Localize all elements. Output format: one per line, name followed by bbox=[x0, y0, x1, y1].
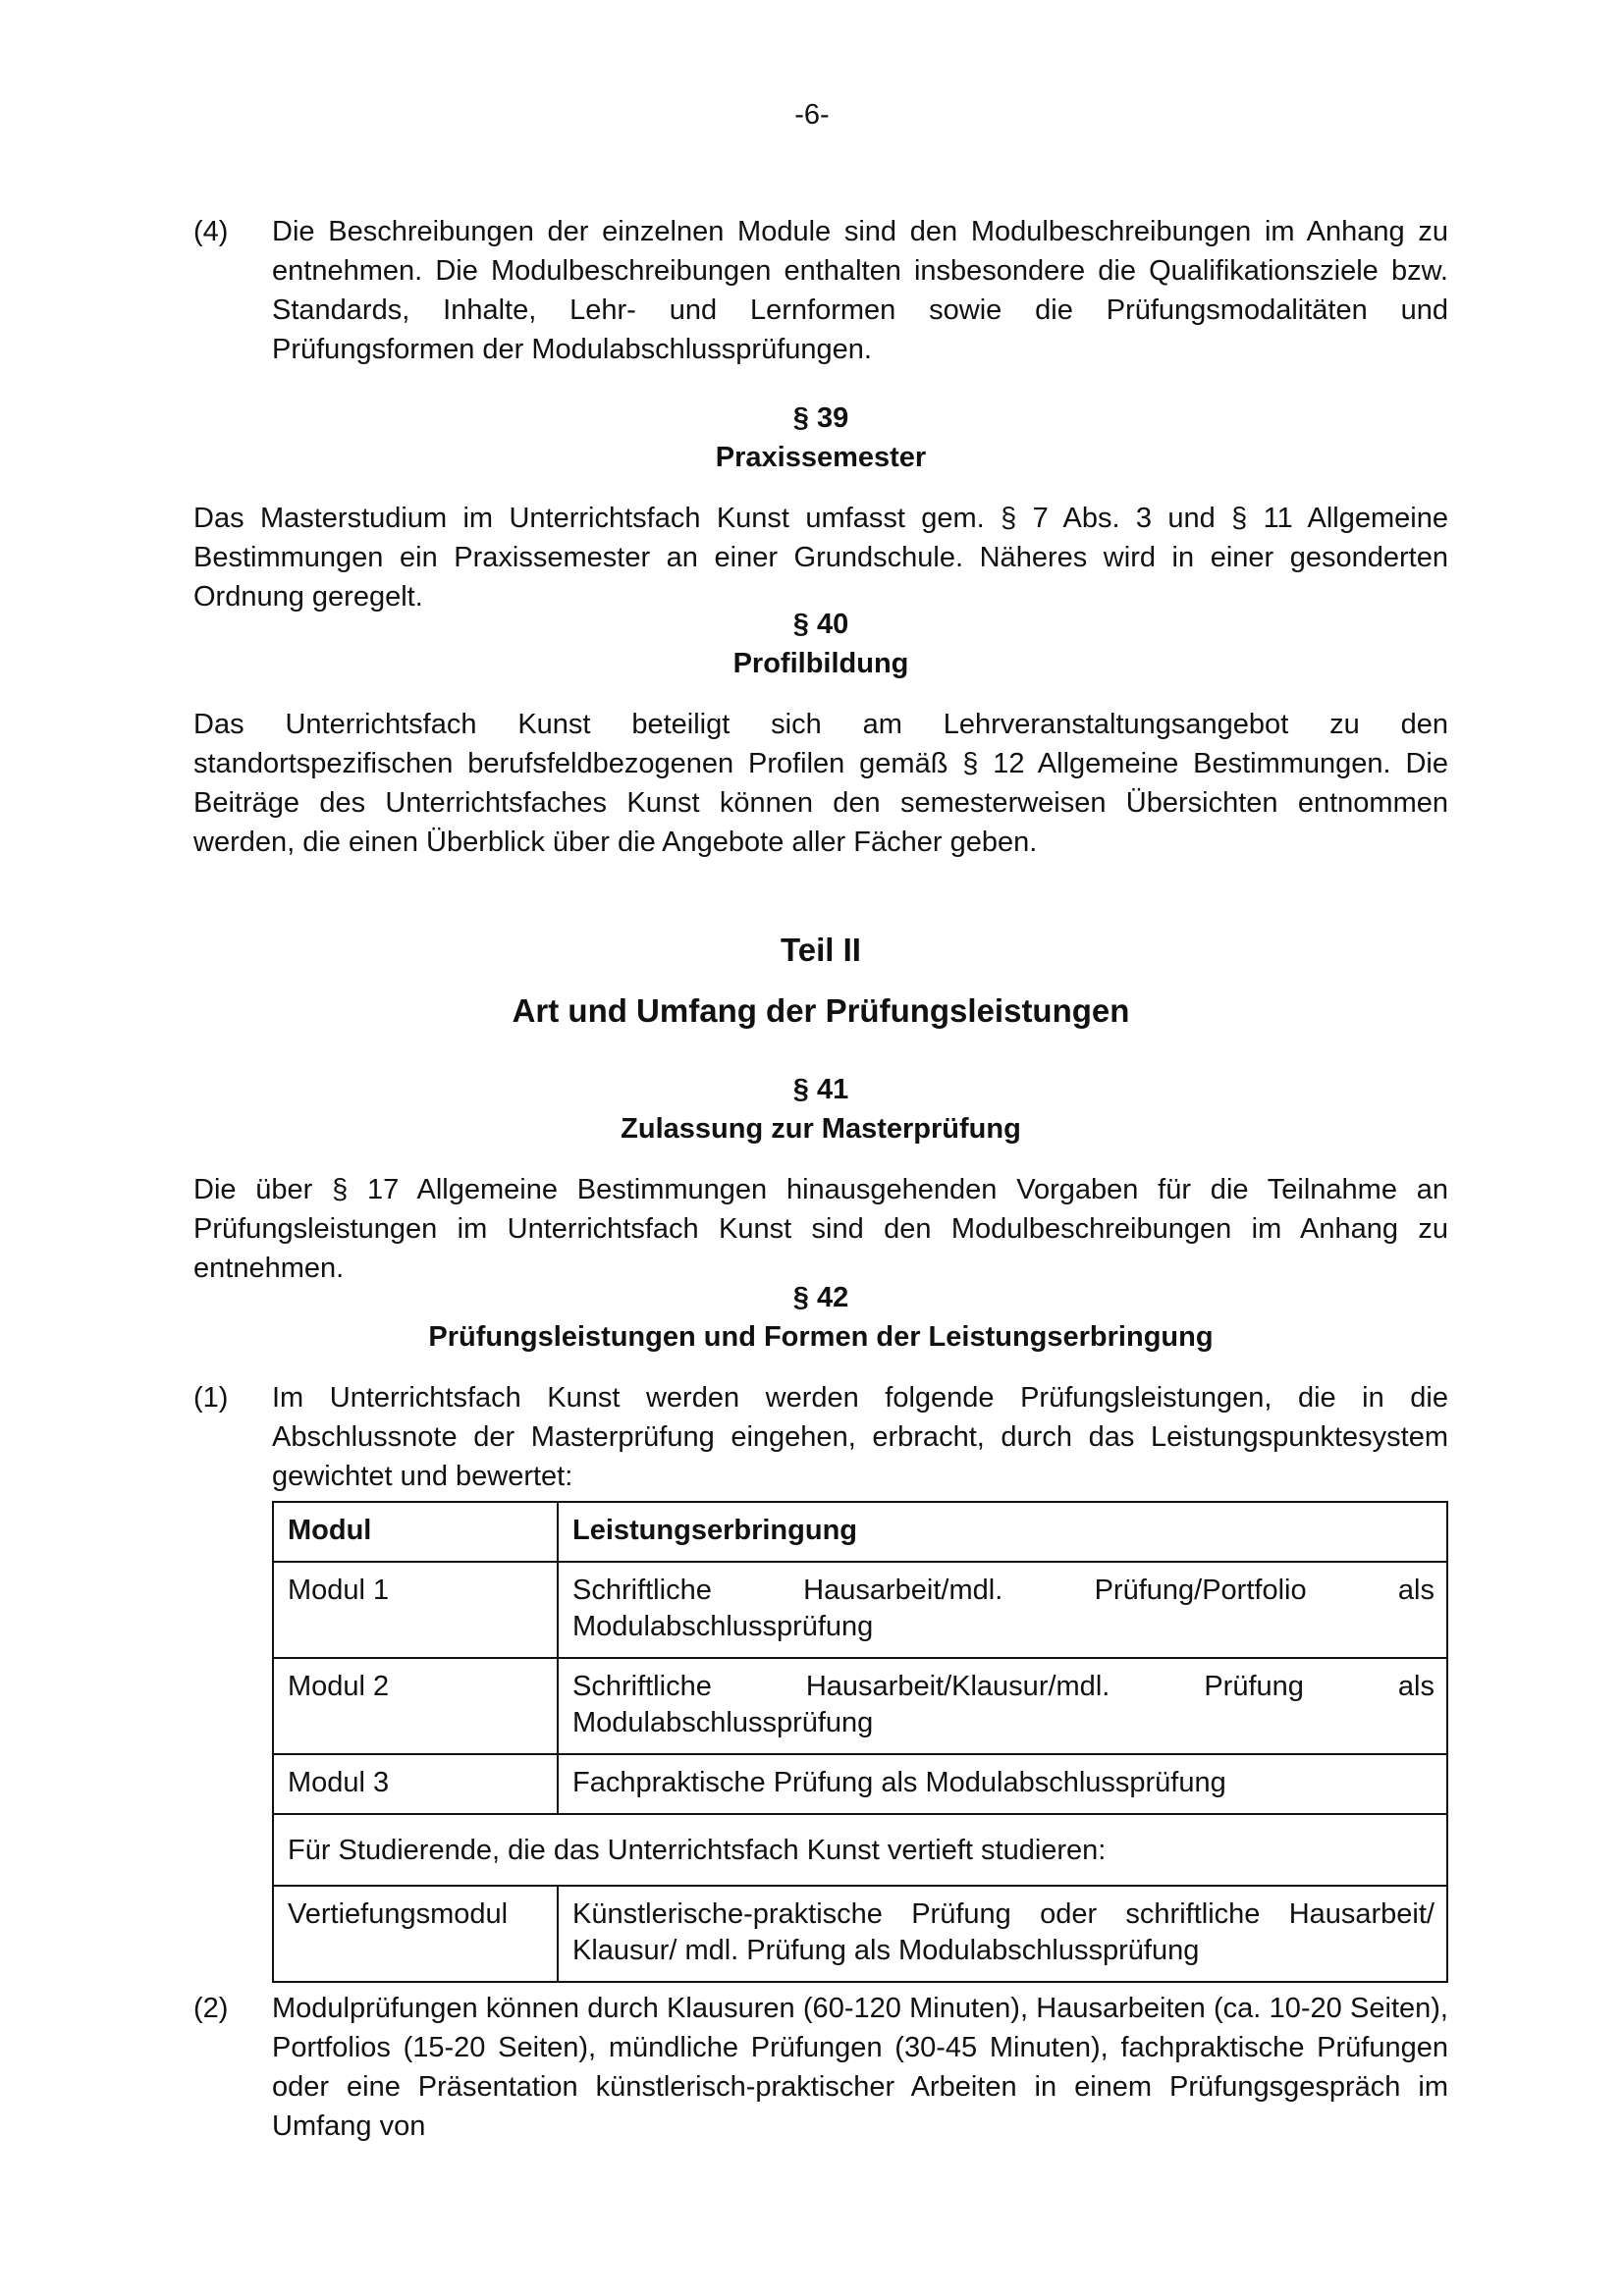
section-number: § 39 bbox=[792, 402, 849, 434]
section-number: § 42 bbox=[792, 1282, 849, 1313]
paragraph-4 bbox=[193, 212, 1448, 369]
table-cell-leistung: Fachpraktische Prüfung als Modulabschlussprüfung bbox=[558, 1754, 1447, 1814]
section-number: § 40 bbox=[792, 609, 849, 640]
section-title: Profilbildung bbox=[732, 648, 909, 679]
section-title: Zulassung zur Masterprüfung bbox=[621, 1113, 1021, 1145]
section-41-heading bbox=[193, 1070, 1448, 1148]
table-cell-modul: Modul 1 bbox=[273, 1562, 558, 1658]
table-cell-leistung: Künstlerische-praktische Prüfung oder schriftliche Hausarbeit/ Klausur/ mdl. Prüfung als Modulabschlussprüfung bbox=[558, 1886, 1447, 1982]
paragraph-text: Im Unterrichtsfach Kunst werden werden folgende Prüfungsleistungen, die in die Abschlussnote der Masterprüfung eingehen, erbracht, durch das Leistungspunktesystem gewichtet und bewertet: bbox=[272, 1382, 1448, 1492]
paragraph-number: (1) bbox=[193, 1382, 229, 1414]
table-span-row bbox=[273, 1814, 1447, 1886]
table-row bbox=[273, 1562, 1447, 1658]
section-41-text: Die über § 17 Allgemeine Bestimmungen hinausgehenden Vorgaben für die Teilnahme an Prüfungsleistungen im Unterrichtsfach Kunst sind den Modulbeschreibungen im Anhang zu entnehmen. bbox=[193, 1174, 1448, 1284]
header-modul: Modul bbox=[273, 1502, 558, 1562]
table-row bbox=[273, 1886, 1447, 1982]
table-cell-leistung: Schriftliche Hausarbeit/mdl. Prüfung/Portfolio als Modulabschlussprüfung bbox=[558, 1562, 1447, 1658]
section-42-heading bbox=[193, 1278, 1448, 1357]
section-title: Praxissemester bbox=[715, 442, 927, 473]
table-cell-leistung: Schriftliche Hausarbeit/Klausur/mdl. Prüfung als Modulabschlussprüfung bbox=[558, 1658, 1447, 1754]
page-number: -6- bbox=[794, 99, 830, 131]
paragraph-number: (4) bbox=[193, 216, 229, 247]
paragraph-text: Modulprüfungen können durch Klausuren (60-120 Minuten), Hausarbeiten (ca. 10-20 Seiten), Portfolios (15-20 Seiten), mündliche Prüfungen (30-45 Minuten), fachpraktische Prüfungen oder eine Präsentation künstlerisch-praktischer Arbeiten in einem Prüfungsgespräch im Umfang von bbox=[272, 1993, 1448, 2142]
part-label: Teil II bbox=[781, 932, 861, 968]
part-title: Art und Umfang der Prüfungsleistungen bbox=[512, 992, 1130, 1029]
table-span-note: Für Studierende, die das Unterrichtsfach Kunst vertieft studieren: bbox=[273, 1814, 1447, 1886]
table-cell-modul: Modul 2 bbox=[273, 1658, 558, 1754]
table-cell-modul: Vertiefungsmodul bbox=[273, 1886, 558, 1982]
table-row bbox=[273, 1754, 1447, 1814]
section-39-text: Das Masterstudium im Unterrichtsfach Kunst umfasst gem. § 7 Abs. 3 und § 11 Allgemeine Bestimmungen ein Praxissemester an einer Grundschule. Näheres wird in einer gesonderten Ordnung geregelt. bbox=[193, 503, 1448, 613]
section-number: § 41 bbox=[792, 1074, 849, 1105]
table-row bbox=[273, 1658, 1447, 1754]
section-42-paragraph-1 bbox=[193, 1378, 1448, 1496]
table-cell-modul: Modul 3 bbox=[273, 1754, 558, 1814]
section-40-text: Das Unterrichtsfach Kunst beteiligt sich am Lehrveranstaltungsangebot zu den standortspezifischen berufsfeldbezogenen Profilen gemäß § 12 Allgemeine Bestimmungen. Die Beiträge des Unterrichtsfaches Kunst können den semesterweisen Übersichten entnommen werden, die einen Überblick über die Angebote aller Fächer geben. bbox=[193, 709, 1448, 858]
section-39-heading bbox=[193, 399, 1448, 477]
section-title: Prüfungsleistungen und Formen der Leistungserbringung bbox=[428, 1321, 1214, 1353]
paragraph-text: Die Beschreibungen der einzelnen Module sind den Modulbeschreibungen im Anhang zu entnehmen. Die Modulbeschreibungen enthalten insbesondere die Qualifikationsziele bzw. Standards, Inhalte, Lehr- und Lernformen sowie die Prüfungsmodalitäten und Prüfungsformen der Modulabschlussprüfungen. bbox=[272, 216, 1448, 365]
paragraph-number: (2) bbox=[193, 1993, 229, 2024]
header-leistungserbringung: Leistungserbringung bbox=[558, 1502, 1447, 1562]
section-40-heading bbox=[193, 605, 1448, 683]
section-42-paragraph-2 bbox=[193, 1989, 1448, 2146]
exam-table bbox=[272, 1501, 1448, 1983]
table-header-row bbox=[273, 1502, 1447, 1562]
